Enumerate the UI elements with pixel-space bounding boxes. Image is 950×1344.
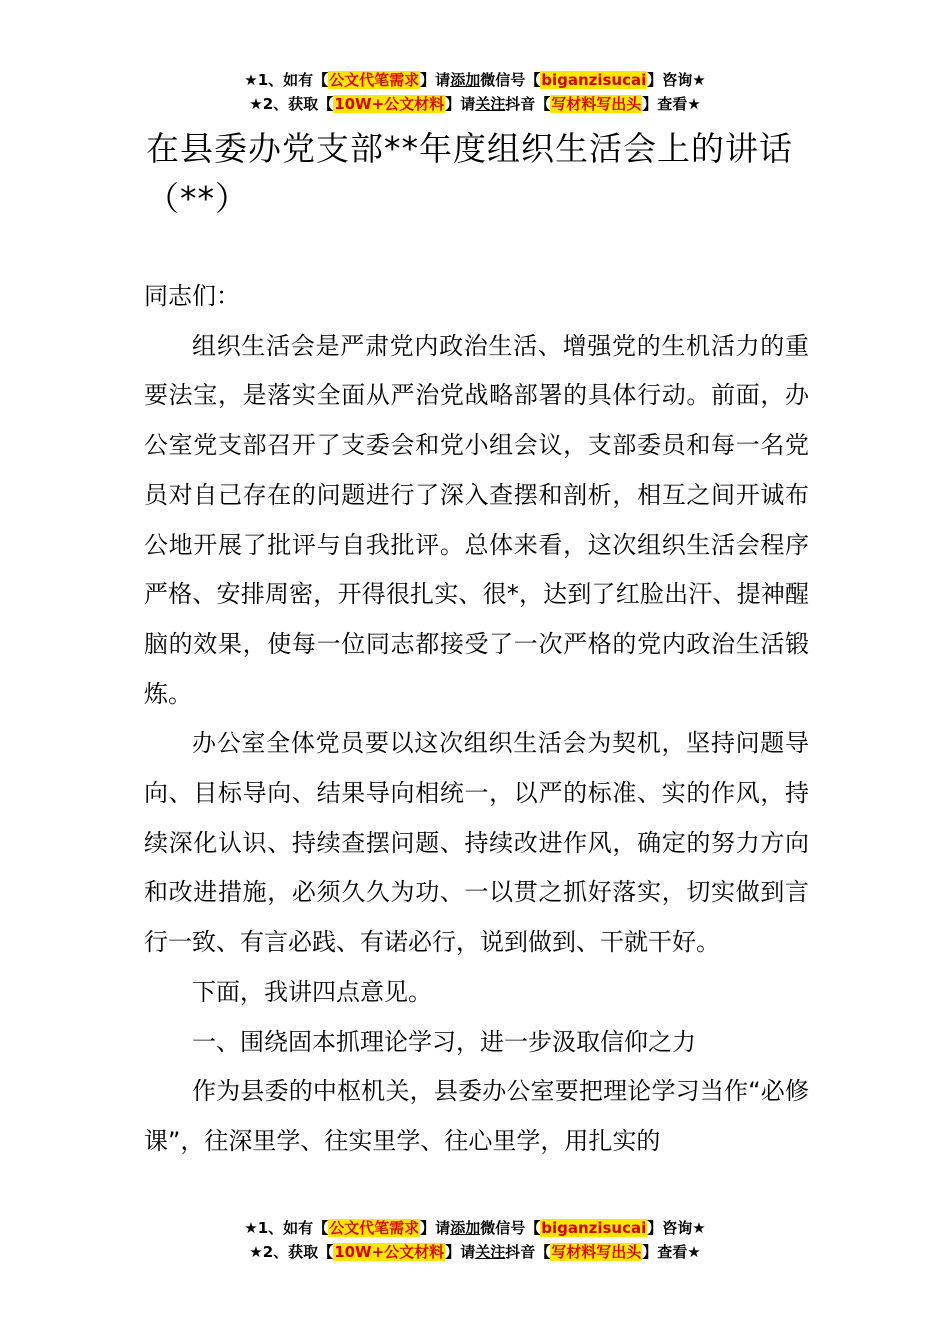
- document-title: 在县委办党支部**年度组织生活会上的讲话（**）: [146, 129, 793, 218]
- banner-highlight: 公文代笔需求: [329, 1219, 420, 1237]
- banner-highlight: 10W+公文材料: [334, 1243, 445, 1261]
- salutation: 同志们：: [144, 282, 240, 310]
- paragraph: 办公室全体党员要以这次组织生活会为契机，坚持问题导向、目标导向、结果导向相统一，以严的标准、实的作风，持续深化认识、持续查摆问题、持续改进作风，确定的努力方向和改进措施，必须久久为功、一以贯之抓好落实，切实做到言行一致、有言必践、有诺必行，说到做到、干就干好。: [144, 729, 809, 957]
- banner-line-2: ★2、获取【10W+公文材料】请关注抖音【写材料写出头】查看★: [249, 95, 701, 113]
- banner-line-1: ★1、如有【公文代笔需求】请添加微信号【biganzisucai】咨询★: [244, 1219, 706, 1237]
- paragraph: 作为县委的中枢机关，县委办公室要把理论学习当作“必修课”，往深里学、往实里学、往心里学，用扎实的: [144, 1077, 809, 1155]
- document-body: [144, 272, 809, 1167]
- section-heading: 一、围绕固本抓理论学习，进一步汲取信仰之力: [192, 1027, 696, 1056]
- paragraph: 下面，我讲四点意见。: [192, 977, 432, 1006]
- footer-banner: [0, 1216, 950, 1264]
- banner-highlight: 写材料写出头: [551, 95, 642, 113]
- banner-line-1: ★1、如有【公文代笔需求】请添加微信号【biganzisucai】咨询★: [244, 71, 706, 89]
- paragraph: 组织生活会是严肃党内政治生活、增强党的生机活力的重要法宝，是落实全面从严治党战略部署的具体行动。前面，办公室党支部召开了支委会和党小组会议，支部委员和每一名党员对自己存在的问题进行了深入查摆和剖析，相互之间开诚布公地开展了批评与自我批评。总体来看，这次组织生活会程序严格、安排周密，开得很扎实、很*，达到了红脸出汗、提神醒脑的效果，使每一位同志都接受了一次严格的党内政治生活锻炼。: [144, 331, 809, 708]
- banner-highlight: 写材料写出头: [551, 1243, 642, 1261]
- banner-highlight: 10W+公文材料: [334, 95, 445, 113]
- banner-highlight: biganzisucai: [541, 1219, 647, 1237]
- header-banner: [0, 68, 950, 116]
- banner-highlight: 公文代笔需求: [329, 71, 420, 89]
- banner-line-2: ★2、获取【10W+公文材料】请关注抖音【写材料写出头】查看★: [249, 1243, 701, 1261]
- banner-highlight: biganzisucai: [541, 71, 647, 89]
